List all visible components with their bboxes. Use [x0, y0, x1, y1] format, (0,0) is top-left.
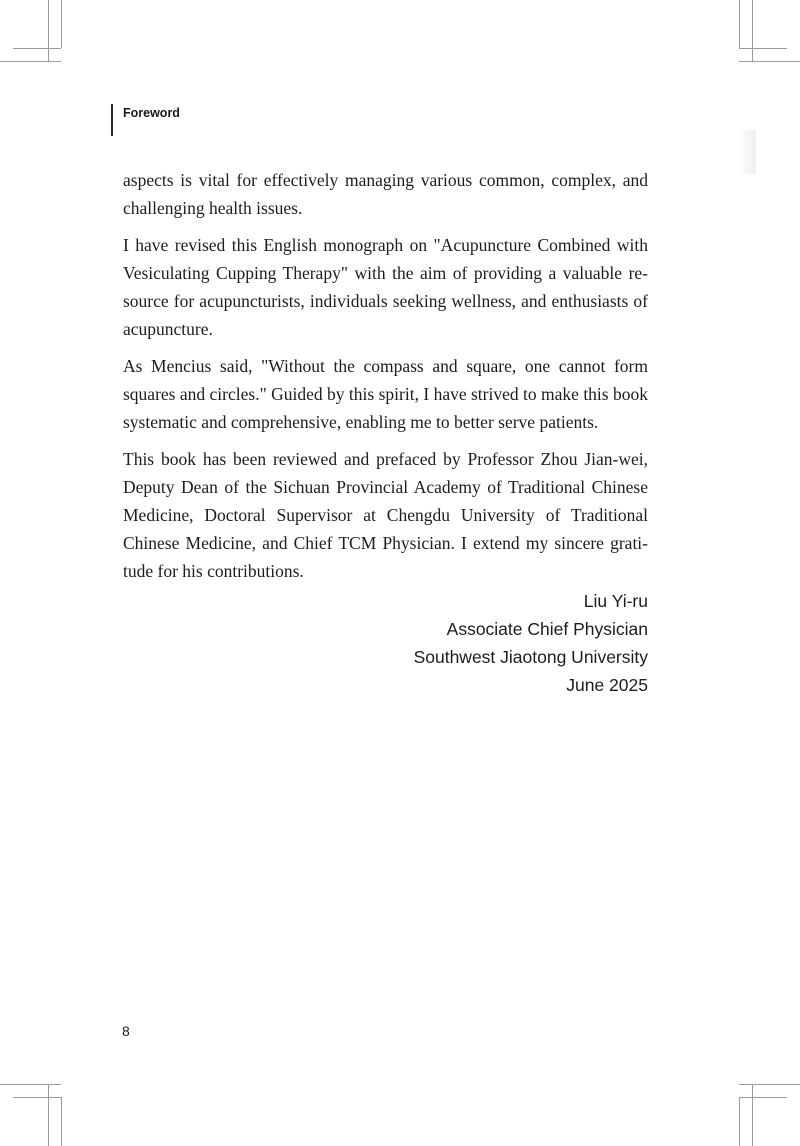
paragraph-3: As Mencius said, "Without the compass and square, one cannot form squares and circles." Guided by this spirit, I have strived to make this book systematic and comprehensive, enabling me to better serve patients. [123, 356, 648, 432]
signature-title: Associate Chief Physician [446, 619, 648, 639]
crop-mark-top-right-h [739, 61, 800, 62]
crop-mark-bottom-left-h [0, 1084, 61, 1085]
paragraph-4: This book has been reviewed and prefaced by Professor Zhou Jian-wei, Deputy Dean of the Sichuan Provincial Academy of Traditional Chinese Medicine, Doctoral Supervisor at Chengdu University of Traditional Chinese Medicine, and Chief TCM Physician. I extend my sincere gratitude for his contributions. [123, 449, 648, 581]
signature-block [123, 587, 648, 699]
page-number: 8 [122, 1023, 130, 1039]
crop-mark-top-left-v2 [48, 0, 49, 61]
crop-mark-bottom-right-v [739, 1097, 740, 1146]
crop-mark-bottom-left-v [61, 1097, 62, 1146]
crop-mark-bottom-left-v2 [48, 1084, 49, 1146]
crop-mark-bottom-right-v2 [752, 1084, 753, 1146]
crop-mark-top-right-h2 [739, 48, 787, 49]
body-text [123, 166, 648, 594]
signature-date: June 2025 [566, 675, 648, 695]
crop-mark-bottom-right-h2 [739, 1097, 787, 1098]
crop-mark-top-right-v [739, 0, 740, 48]
crop-mark-top-right-v2 [752, 0, 753, 61]
page-edge-shadow [738, 130, 756, 174]
crop-mark-bottom-right-h [739, 1084, 800, 1085]
running-head-label: Foreword [123, 106, 180, 120]
crop-mark-top-left-h2 [13, 48, 61, 49]
signature-institution: Southwest Jiaotong University [413, 647, 648, 667]
signature-name: Liu Yi-ru [583, 591, 648, 611]
running-head-bar [111, 104, 113, 136]
crop-mark-top-left-h [0, 61, 61, 62]
paragraph-1: aspects is vital for effectively managing various common, complex, and challenging health issues. [123, 170, 648, 218]
paragraph-2: I have revised this English monograph on "Acupuncture Combined with Vesiculating Cupping Therapy" with the aim of providing a valuable resource for acupuncturists, individuals seeking wellness, and enthusiasts of acupuncture. [123, 235, 648, 339]
crop-mark-bottom-left-h2 [13, 1097, 61, 1098]
crop-mark-top-left-v [61, 0, 62, 48]
